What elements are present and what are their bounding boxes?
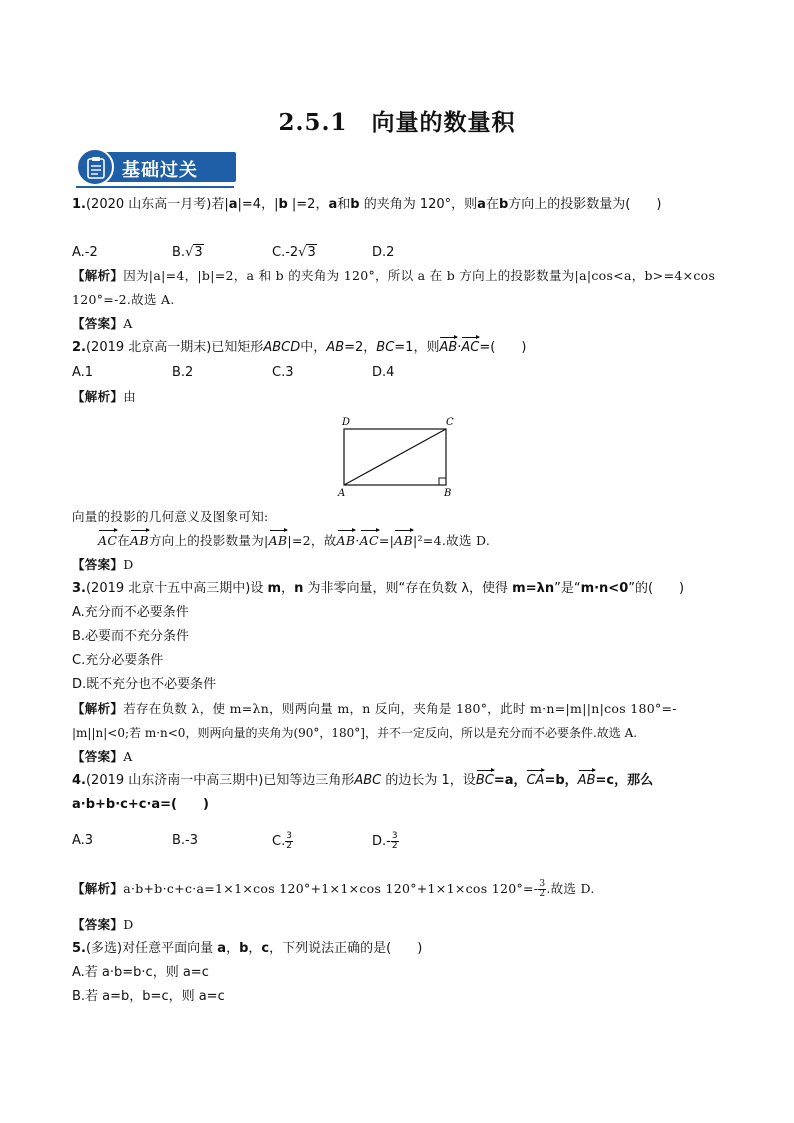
options-2 xyxy=(72,364,472,382)
question-text: 方向上的投影数量为( ) xyxy=(508,197,662,212)
option-d: D.4 xyxy=(372,365,395,380)
vector-c: c xyxy=(261,941,270,956)
question-4-line2 xyxy=(72,796,209,814)
sqrt: √3 xyxy=(185,245,203,260)
question-2 xyxy=(72,339,526,357)
question-text: |=4，| xyxy=(237,197,279,212)
vector-a: a xyxy=(217,941,227,956)
analysis-text: 方向上的投影数量为| xyxy=(148,533,269,548)
vector-m: m xyxy=(267,581,282,596)
question-text: 已知矩形 xyxy=(211,340,264,355)
vertex-d-label: D xyxy=(342,417,351,428)
option-label: B. xyxy=(172,245,186,260)
vertex-c-label: C xyxy=(446,417,454,428)
answer-label: 【答案】 xyxy=(72,917,124,932)
vector-b: b xyxy=(239,941,249,956)
question-text: |=2， xyxy=(287,197,329,212)
denominator: 2 xyxy=(286,841,292,851)
segment-ab: AB xyxy=(326,340,345,355)
question-number: 1. xyxy=(72,197,86,212)
section-banner xyxy=(76,148,236,186)
option-d: D.2 xyxy=(372,245,395,260)
analysis-4 xyxy=(72,880,595,899)
analysis-text: |=2，故 xyxy=(287,533,337,548)
option-c xyxy=(272,832,372,851)
analysis-text: 若存在负数 λ，使 m=λn，则两向量 m，n 反向，夹角是 180°，此时 m·n=|m||n|cos 180°=- xyxy=(123,701,677,716)
question-text: 中， xyxy=(300,340,327,355)
question-text: 的夹角为 120°，则 xyxy=(359,197,478,212)
question-text: 对任意平面向量 xyxy=(122,941,218,956)
banner-underline xyxy=(76,186,234,188)
answer-2 xyxy=(72,556,134,574)
vector-ab: AB xyxy=(439,340,458,355)
option-b: B.-3 xyxy=(172,833,199,848)
answer-4 xyxy=(72,916,134,934)
radicand: 3 xyxy=(307,245,316,260)
question-number: 3. xyxy=(72,581,86,596)
diagonal-ac xyxy=(344,429,446,485)
answer-label: 【答案】 xyxy=(72,557,124,572)
answer-3 xyxy=(72,748,133,766)
question-number: 5. xyxy=(72,941,86,956)
vector-bc: BC xyxy=(475,773,494,788)
option-b: B.必要而不充分条件 xyxy=(72,629,190,644)
vector-b: b xyxy=(278,197,288,212)
option-a: A.3 xyxy=(72,833,94,848)
question-text: =( ) xyxy=(479,340,527,355)
question-text: =1，则 xyxy=(394,340,440,355)
analysis-text: .故选 D. xyxy=(546,881,595,896)
answer-value: D xyxy=(123,917,134,932)
clipboard-list-icon xyxy=(76,148,114,186)
question-text: =2， xyxy=(344,340,377,355)
denominator: 2 xyxy=(391,841,398,851)
option-c: C.充分必要条件 xyxy=(72,653,164,668)
analysis-text: |²=4.故选 D. xyxy=(412,533,491,548)
fraction xyxy=(285,832,293,851)
question-text: 若| xyxy=(211,197,229,212)
vector-ca: CA xyxy=(526,773,545,788)
vector-b: b xyxy=(498,197,509,212)
question-text: 设 xyxy=(250,581,268,596)
equation: =c，那么 xyxy=(595,773,654,788)
vertex-a-label: A xyxy=(338,488,346,499)
vector-a: a xyxy=(228,197,238,212)
page-title: 2.5.1 向量的数量积 xyxy=(278,109,516,136)
question-4 xyxy=(72,772,653,790)
analysis-label: 【解析】 xyxy=(72,701,124,716)
vector-a: a xyxy=(328,197,338,212)
numerator: 3 xyxy=(286,831,292,841)
equation: =b， xyxy=(544,773,578,788)
options-1 xyxy=(72,244,472,262)
analysis-text: 在 xyxy=(117,533,131,548)
analysis-label: 【解析】 xyxy=(72,389,124,404)
question-text: ， xyxy=(281,581,295,596)
option-d: D.既不充分也不必要条件 xyxy=(72,677,217,692)
analysis-1-cont: 120°=-2.故选 A. xyxy=(72,292,175,307)
question-text: 已知等边三角形 xyxy=(263,773,355,788)
vector-ab: AB xyxy=(268,533,288,548)
question-1 xyxy=(72,196,661,214)
analysis-3 xyxy=(72,700,677,718)
vector-ab: AB xyxy=(394,533,413,548)
equation: m=λn xyxy=(512,581,555,596)
analysis-2-result xyxy=(98,532,490,550)
vector-n: n xyxy=(294,581,304,596)
question-text: a·b+b·c+c·a=( ) xyxy=(72,797,209,812)
analysis-1 xyxy=(72,267,715,285)
equation: m·n<0 xyxy=(580,581,629,596)
option-d xyxy=(372,832,472,851)
vector-ac: AC xyxy=(98,533,118,548)
option-b: B.2 xyxy=(172,365,194,380)
question-text: 的边长为 1，设 xyxy=(381,773,476,788)
options-4 xyxy=(72,832,472,851)
banner-label: 基础过关 xyxy=(122,160,198,181)
question-text: 为非零向量，则“存在负数 λ，使得 xyxy=(303,581,513,596)
option-a: A.1 xyxy=(72,365,94,380)
question-text: ，下列说法正确的是( ) xyxy=(269,941,423,956)
question-3 xyxy=(72,580,684,598)
option-b xyxy=(172,244,272,262)
equation: =a， xyxy=(493,773,527,788)
right-angle-mark xyxy=(439,478,446,485)
question-5 xyxy=(72,940,422,958)
vector-ac: AC xyxy=(359,533,379,548)
answer-label: 【答案】 xyxy=(72,749,124,764)
segment-bc: BC xyxy=(376,340,395,355)
dot-operator: · xyxy=(457,340,462,355)
question-number: 2. xyxy=(72,340,86,355)
analysis-label: 【解析】 xyxy=(72,268,124,283)
question-number: 4. xyxy=(72,773,86,788)
answer-1 xyxy=(72,315,133,333)
rectangle-figure xyxy=(330,412,470,500)
vector-ab: AB xyxy=(130,533,149,548)
question-text: 在 xyxy=(485,197,499,212)
analysis-2 xyxy=(72,388,136,406)
analysis-text: 由 xyxy=(123,389,137,404)
option-c xyxy=(272,244,372,262)
option-a: A.充分而不必要条件 xyxy=(72,605,189,620)
answer-value: D xyxy=(123,557,134,572)
question-text: ， xyxy=(226,941,240,956)
option-a: A.-2 xyxy=(72,245,98,260)
numerator: 3 xyxy=(391,831,398,841)
analysis-label: 【解析】 xyxy=(72,881,124,896)
dot-operator: · xyxy=(355,533,360,548)
option-b: B.若 a=b，b=c，则 a=c xyxy=(72,989,225,1004)
question-text: ”的( ) xyxy=(628,581,685,596)
question-source: (2019 北京高一期末) xyxy=(85,340,212,355)
vertex-b-label: B xyxy=(444,488,452,499)
option-label: D.- xyxy=(372,834,391,849)
rect-name: ABCD xyxy=(263,340,301,355)
analysis-text: =| xyxy=(378,533,395,548)
option-a: A.若 a·b=b·c，则 a=c xyxy=(72,965,209,980)
fraction xyxy=(391,832,399,851)
sqrt: √3 xyxy=(298,245,316,260)
vector-ac: AC xyxy=(461,340,480,355)
vector-a: a xyxy=(477,197,486,212)
option-label: C.-2 xyxy=(272,245,299,260)
vector-ab: AB xyxy=(577,773,596,788)
question-text: ， xyxy=(248,941,262,956)
answer-value: A xyxy=(123,316,133,331)
numerator: 3 xyxy=(539,879,546,889)
option-label: C. xyxy=(272,834,286,849)
question-source: (2019 山东济南一中高三期中) xyxy=(85,773,264,788)
analysis-3-cont: |m||n|<0;若 m·n<0，则两向量的夹角为(90°，180°]，并不一定反向，所以是充分而不必要条件.故选 A. xyxy=(72,726,638,740)
analysis-text: a·b+b·c+c·a=1×1×cos 120°+1×1×cos 120°+1×1×cos 120°=- xyxy=(123,881,539,896)
analysis-text: 因为|a|=4，|b|=2，a 和 b 的夹角为 120°，所以 a 在 b 方向上的投影数量为|a|cos<a，b>=4×cos xyxy=(123,268,716,283)
question-source: (多选) xyxy=(85,941,123,956)
question-text: ”是“ xyxy=(554,581,581,596)
vector-ab: AB xyxy=(336,533,356,548)
radicand: 3 xyxy=(194,245,203,260)
analysis-2-cont: 向量的投影的几何意义及图象可知: xyxy=(72,509,269,524)
answer-value: A xyxy=(123,749,133,764)
denominator: 2 xyxy=(539,889,546,899)
option-c: C.3 xyxy=(272,365,294,380)
answer-label: 【答案】 xyxy=(72,316,124,331)
question-text: 和 xyxy=(337,197,351,212)
triangle-name: ABC xyxy=(354,773,382,788)
vector-b: b xyxy=(350,197,360,212)
question-source: (2019 北京十五中高三期中) xyxy=(85,581,251,596)
question-source: (2020 山东高一月考) xyxy=(85,197,212,212)
